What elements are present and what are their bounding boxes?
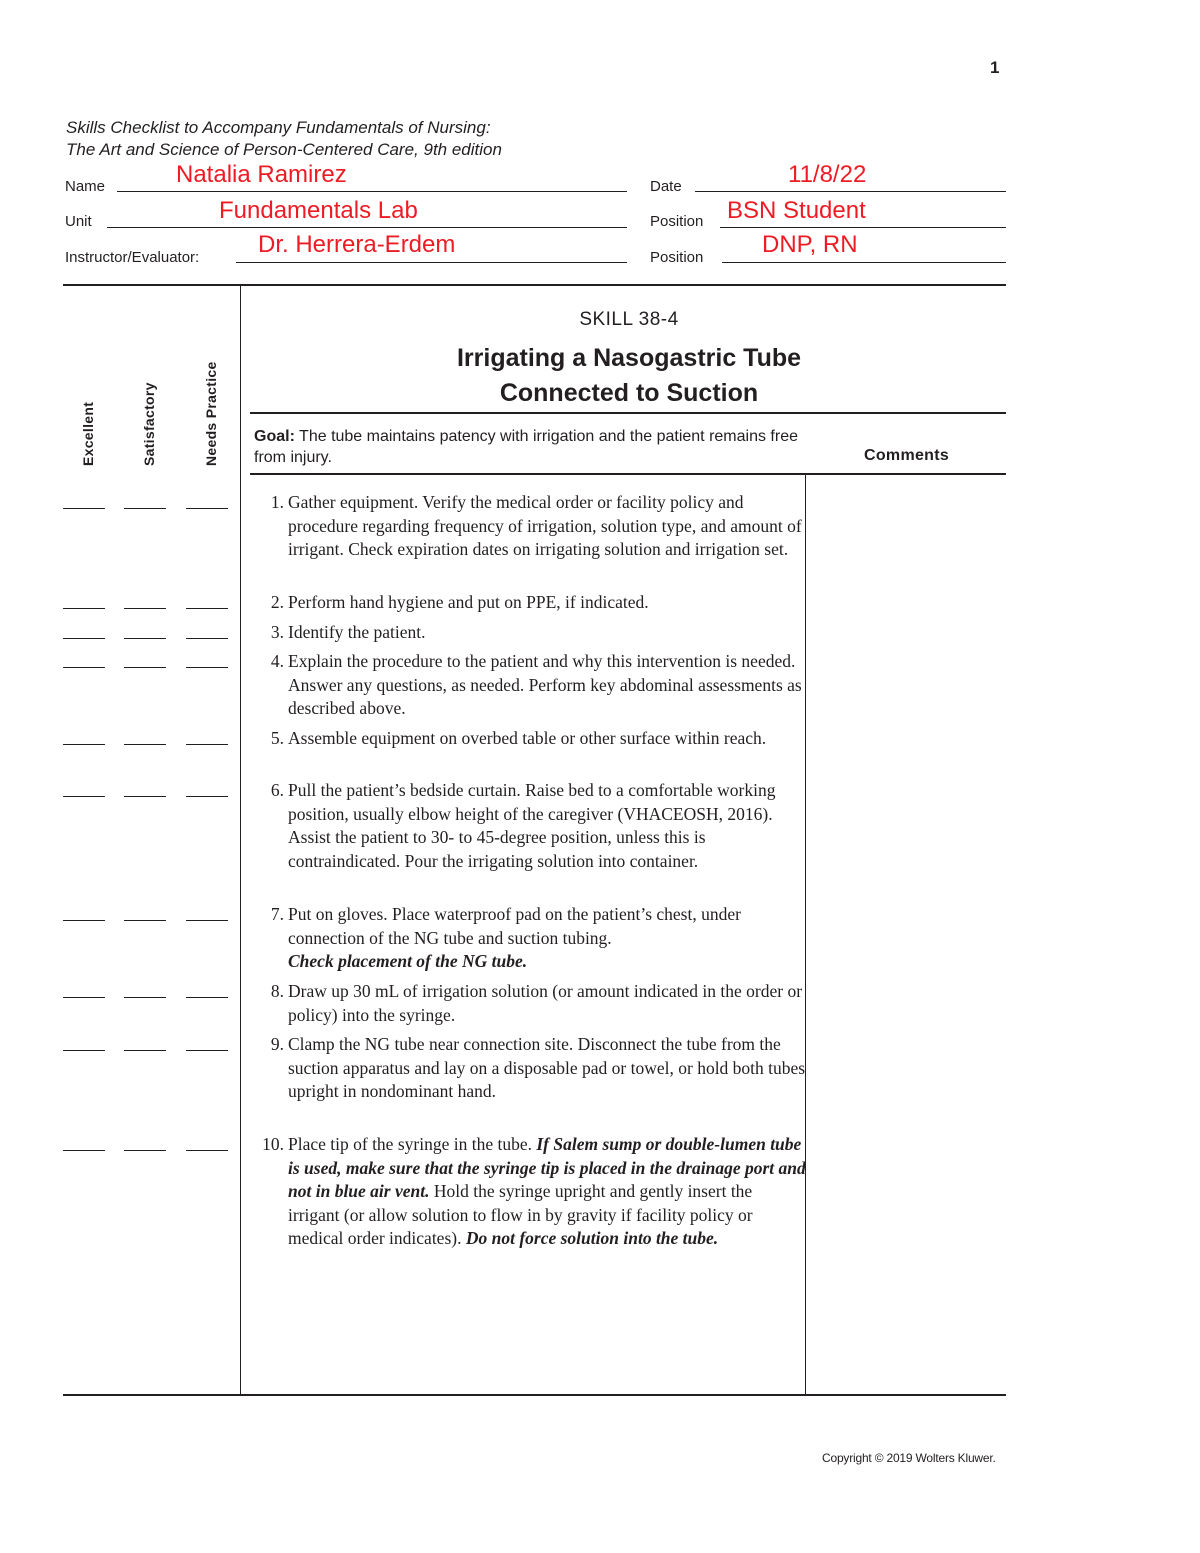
goal-bottom-rule [250,473,1006,475]
rating-column-divider [240,286,241,1396]
rating-blank-excellent[interactable] [63,744,105,745]
rating-blank-satisfactory[interactable] [124,508,166,509]
rating-header-satisfactory: Satisfactory [141,382,157,466]
rating-blank-satisfactory[interactable] [124,608,166,609]
position-field[interactable] [720,227,1006,228]
step-text-plain: Put on gloves. Place waterproof pad on the patient’s chest, under connection of the NG tube and suction tubing. [288,904,741,948]
step-text: Draw up 30 mL of irrigation solution (or amount indicated in the order or policy) into the syringe. [288,981,803,1025]
position-value: BSN Student [727,197,866,224]
step-number: 3. [270,622,284,642]
rating-blank-needs-practice[interactable] [186,997,228,998]
step-text: Gather equipment. Verify the medical order or facility policy and procedure regarding frequency of irrigation, solution type, and amount of irrigant. Check expiration dates on irrigating solution and irrigation set. [288,492,802,560]
instructor-field[interactable] [236,262,627,263]
step-number: 9. [270,1034,284,1054]
step-number: 7. [270,904,284,924]
rating-blank-needs-practice[interactable] [186,920,228,921]
step-text-emphasis: Do not force solution into the tube. [465,1228,719,1249]
goal-label: Goal: [254,428,295,445]
skill-goal [254,426,814,468]
skill-title-line1: Irrigating a Nasogastric Tube [456,344,802,372]
rating-blank-satisfactory[interactable] [124,1050,166,1051]
rating-blank-needs-practice[interactable] [186,638,228,639]
rating-blank-excellent[interactable] [63,608,105,609]
step-text: Identify the patient. [288,622,426,642]
rating-blank-excellent[interactable] [63,796,105,797]
step-text: Explain the procedure to the patient and why this intervention is needed. Answer any questions, as needed. Perform key abdominal assessments as described above. [288,651,802,719]
date-field[interactable] [695,191,1006,192]
position2-value: DNP, RN [762,231,858,258]
instructor-label: Instructor/Evaluator: [65,249,200,266]
rating-blank-needs-practice[interactable] [186,744,228,745]
step-number: 8. [270,981,284,1001]
step-number: 1. [270,492,284,512]
unit-label: Unit [65,213,92,230]
rating-blank-excellent[interactable] [63,667,105,668]
unit-field[interactable] [107,227,627,228]
rating-blank-excellent[interactable] [63,920,105,921]
date-value: 11/8/22 [788,161,867,188]
unit-value: Fundamentals Lab [219,197,418,224]
step-number: 6. [270,780,284,800]
rating-blank-needs-practice[interactable] [186,1150,228,1151]
rating-blank-excellent[interactable] [63,508,105,509]
step-number: 4. [270,651,284,671]
step-text: Pull the patient’s bedside curtain. Raise bed to a comfortable working position, usually elbow height of the caregiver (VHACEOSH, 2016). Assist the patient to 30- to 45-degree position, unless this is contraindicated. Pour the irrigating solution into container. [288,780,776,871]
comments-header: Comments [864,447,950,464]
rating-blank-excellent[interactable] [63,638,105,639]
position2-label: Position [650,249,704,266]
rating-blank-needs-practice[interactable] [186,1050,228,1051]
skill-title-line2: Connected to Suction [499,379,759,407]
step-text [288,1133,808,1251]
rating-header-excellent: Excellent [80,401,96,466]
header-title-line2: The Art and Science of Person-Centered Care, 9th edition [66,140,502,159]
page-number: 1 [990,58,1000,77]
goal-text: The tube maintains patency with irrigation and the patient remains free from injury. [254,428,798,466]
step-text-emphasis: If Salem sump or double-lumen tube is used, make sure that the syringe tip is placed in the drainage port and not in blue air vent. [288,1134,806,1202]
rating-blank-needs-practice[interactable] [186,667,228,668]
rating-blank-satisfactory[interactable] [124,1150,166,1151]
position2-field[interactable] [722,262,1006,263]
name-field[interactable] [117,191,627,192]
title-bottom-rule [250,412,1006,414]
step-text-emphasis: Check placement of the NG tube. [288,951,528,972]
rating-blank-excellent[interactable] [63,997,105,998]
step-text: Clamp the NG tube near connection site. Disconnect the tube from the suction apparatus and lay on a disposable pad or towel, or hold both tubes upright in nondominant hand. [288,1034,806,1102]
rating-blank-needs-practice[interactable] [186,608,228,609]
step-number: 2. [270,592,284,612]
name-value: Natalia Ramirez [176,161,347,188]
rating-blank-needs-practice[interactable] [186,796,228,797]
rating-blank-satisfactory[interactable] [124,920,166,921]
header-title-line1: Skills Checklist to Accompany Fundamentals of Nursing: [66,118,491,137]
copyright-notice: Copyright © 2019 Wolters Kluwer. [822,1451,996,1465]
skill-number: SKILL 38-4 [579,309,679,330]
step-text-plain: Place tip of the syringe in the tube. [288,1134,532,1154]
rating-blank-excellent[interactable] [63,1150,105,1151]
rating-blank-satisfactory[interactable] [124,667,166,668]
position-label: Position [650,213,704,230]
rating-blank-satisfactory[interactable] [124,744,166,745]
skill-title [244,341,1014,411]
rating-blank-satisfactory[interactable] [124,997,166,998]
rating-blank-needs-practice[interactable] [186,508,228,509]
step-number: 5. [270,728,284,748]
table-top-rule [63,284,1006,286]
table-bottom-rule [63,1394,1006,1396]
name-label: Name [65,178,106,195]
rating-header-needs-practice: Needs Practice [203,361,219,466]
rating-blank-satisfactory[interactable] [124,638,166,639]
date-label: Date [650,178,682,195]
step-text: Perform hand hygiene and put on PPE, if indicated. [288,592,649,612]
checklist-header [66,117,502,161]
step-text [288,903,808,974]
step-text-plain: Hold the syringe upright and gently insert the irrigant (or allow solution to flow in by gravity if facility policy or medical order indicates). [288,1181,753,1249]
instructor-value: Dr. Herrera-Erdem [258,231,456,258]
step-text: Assemble equipment on overbed table or other surface within reach. [288,728,767,748]
rating-blank-excellent[interactable] [63,1050,105,1051]
rating-blank-satisfactory[interactable] [124,796,166,797]
step-number: 10. [262,1134,284,1154]
